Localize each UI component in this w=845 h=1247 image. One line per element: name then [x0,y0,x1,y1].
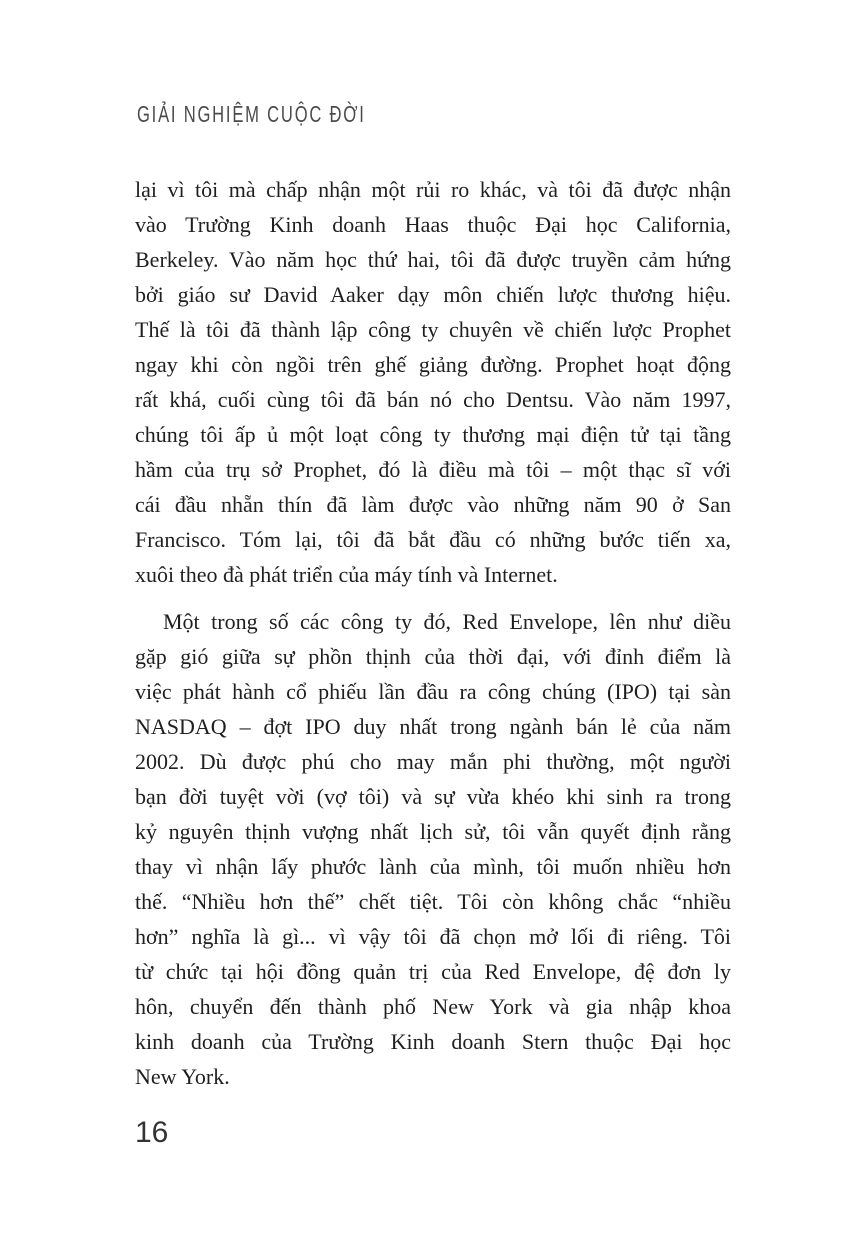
text-line: vào Trường Kinh doanh Haas thuộc Đại học California, [135,212,731,237]
text-line: Một trong số các công ty đó, Red Envelope, lên như diều [163,609,731,634]
text-line: ngay khi còn ngồi trên ghế giảng đường. Prophet hoạt động [135,352,731,377]
text-line: Berkeley. Vào năm học thứ hai, tôi đã được truyền cảm hứng [135,247,731,272]
text-line: kỷ nguyên thịnh vượng nhất lịch sử, tôi vẫn quyết định rằng [135,819,731,844]
text-line: bởi giáo sư David Aaker dạy môn chiến lược thương hiệu. [135,282,731,307]
text-line: cái đầu nhẵn thín đã làm được vào những năm 90 ở San [135,492,731,517]
text-line: hôn, chuyển đến thành phố New York và gia nhập khoa [135,994,731,1019]
text-line: rất khá, cuối cùng tôi đã bán nó cho Dentsu. Vào năm 1997, [135,387,731,412]
text-line: kinh doanh của Trường Kinh doanh Stern thuộc Đại học [135,1029,731,1054]
text-block [135,172,731,1094]
text-line: hơn” nghĩa là gì... vì vậy tôi đã chọn mở lối đi riêng. Tôi [135,924,731,949]
text-line: gặp gió giữa sự phồn thịnh của thời đại, với đỉnh điểm là [135,644,731,669]
text-line: từ chức tại hội đồng quản trị của Red Envelope, đệ đơn ly [135,959,731,984]
text-line: lại vì tôi mà chấp nhận một rủi ro khác, và tôi đã được nhận [135,177,731,202]
text-line: việc phát hành cổ phiếu lần đầu ra công chúng (IPO) tại sàn [135,679,731,704]
text-line: Thế là tôi đã thành lập công ty chuyên về chiến lược Prophet [135,317,731,342]
text-line: New York. [135,1064,230,1089]
running-header: GIẢI NGHIỆM CUỘC ĐỜI [137,101,366,127]
text-line: NASDAQ – đợt IPO duy nhất trong ngành bán lẻ của năm [135,714,731,739]
paragraph [135,172,731,592]
text-line: thay vì nhận lấy phước lành của mình, tôi muốn nhiều hơn [135,854,731,879]
text-line: xuôi theo đà phát triển của máy tính và Internet. [135,562,558,587]
text-line: Francisco. Tóm lại, tôi đã bắt đầu có những bước tiến xa, [135,527,731,552]
text-line: bạn đời tuyệt vời (vợ tôi) và sự vừa khéo khi sinh ra trong [135,784,731,809]
paragraph [135,604,731,1094]
page-number: 16 [135,1116,169,1149]
text-line: 2002. Dù được phú cho may mắn phi thường, một người [135,749,731,774]
text-line: hầm của trụ sở Prophet, đó là điều mà tôi – một thạc sĩ với [135,457,731,482]
text-line: thế. “Nhiều hơn thế” chết tiệt. Tôi còn không chắc “nhiều [135,889,731,914]
text-line: chúng tôi ấp ủ một loạt công ty thương mại điện tử tại tầng [135,422,731,447]
